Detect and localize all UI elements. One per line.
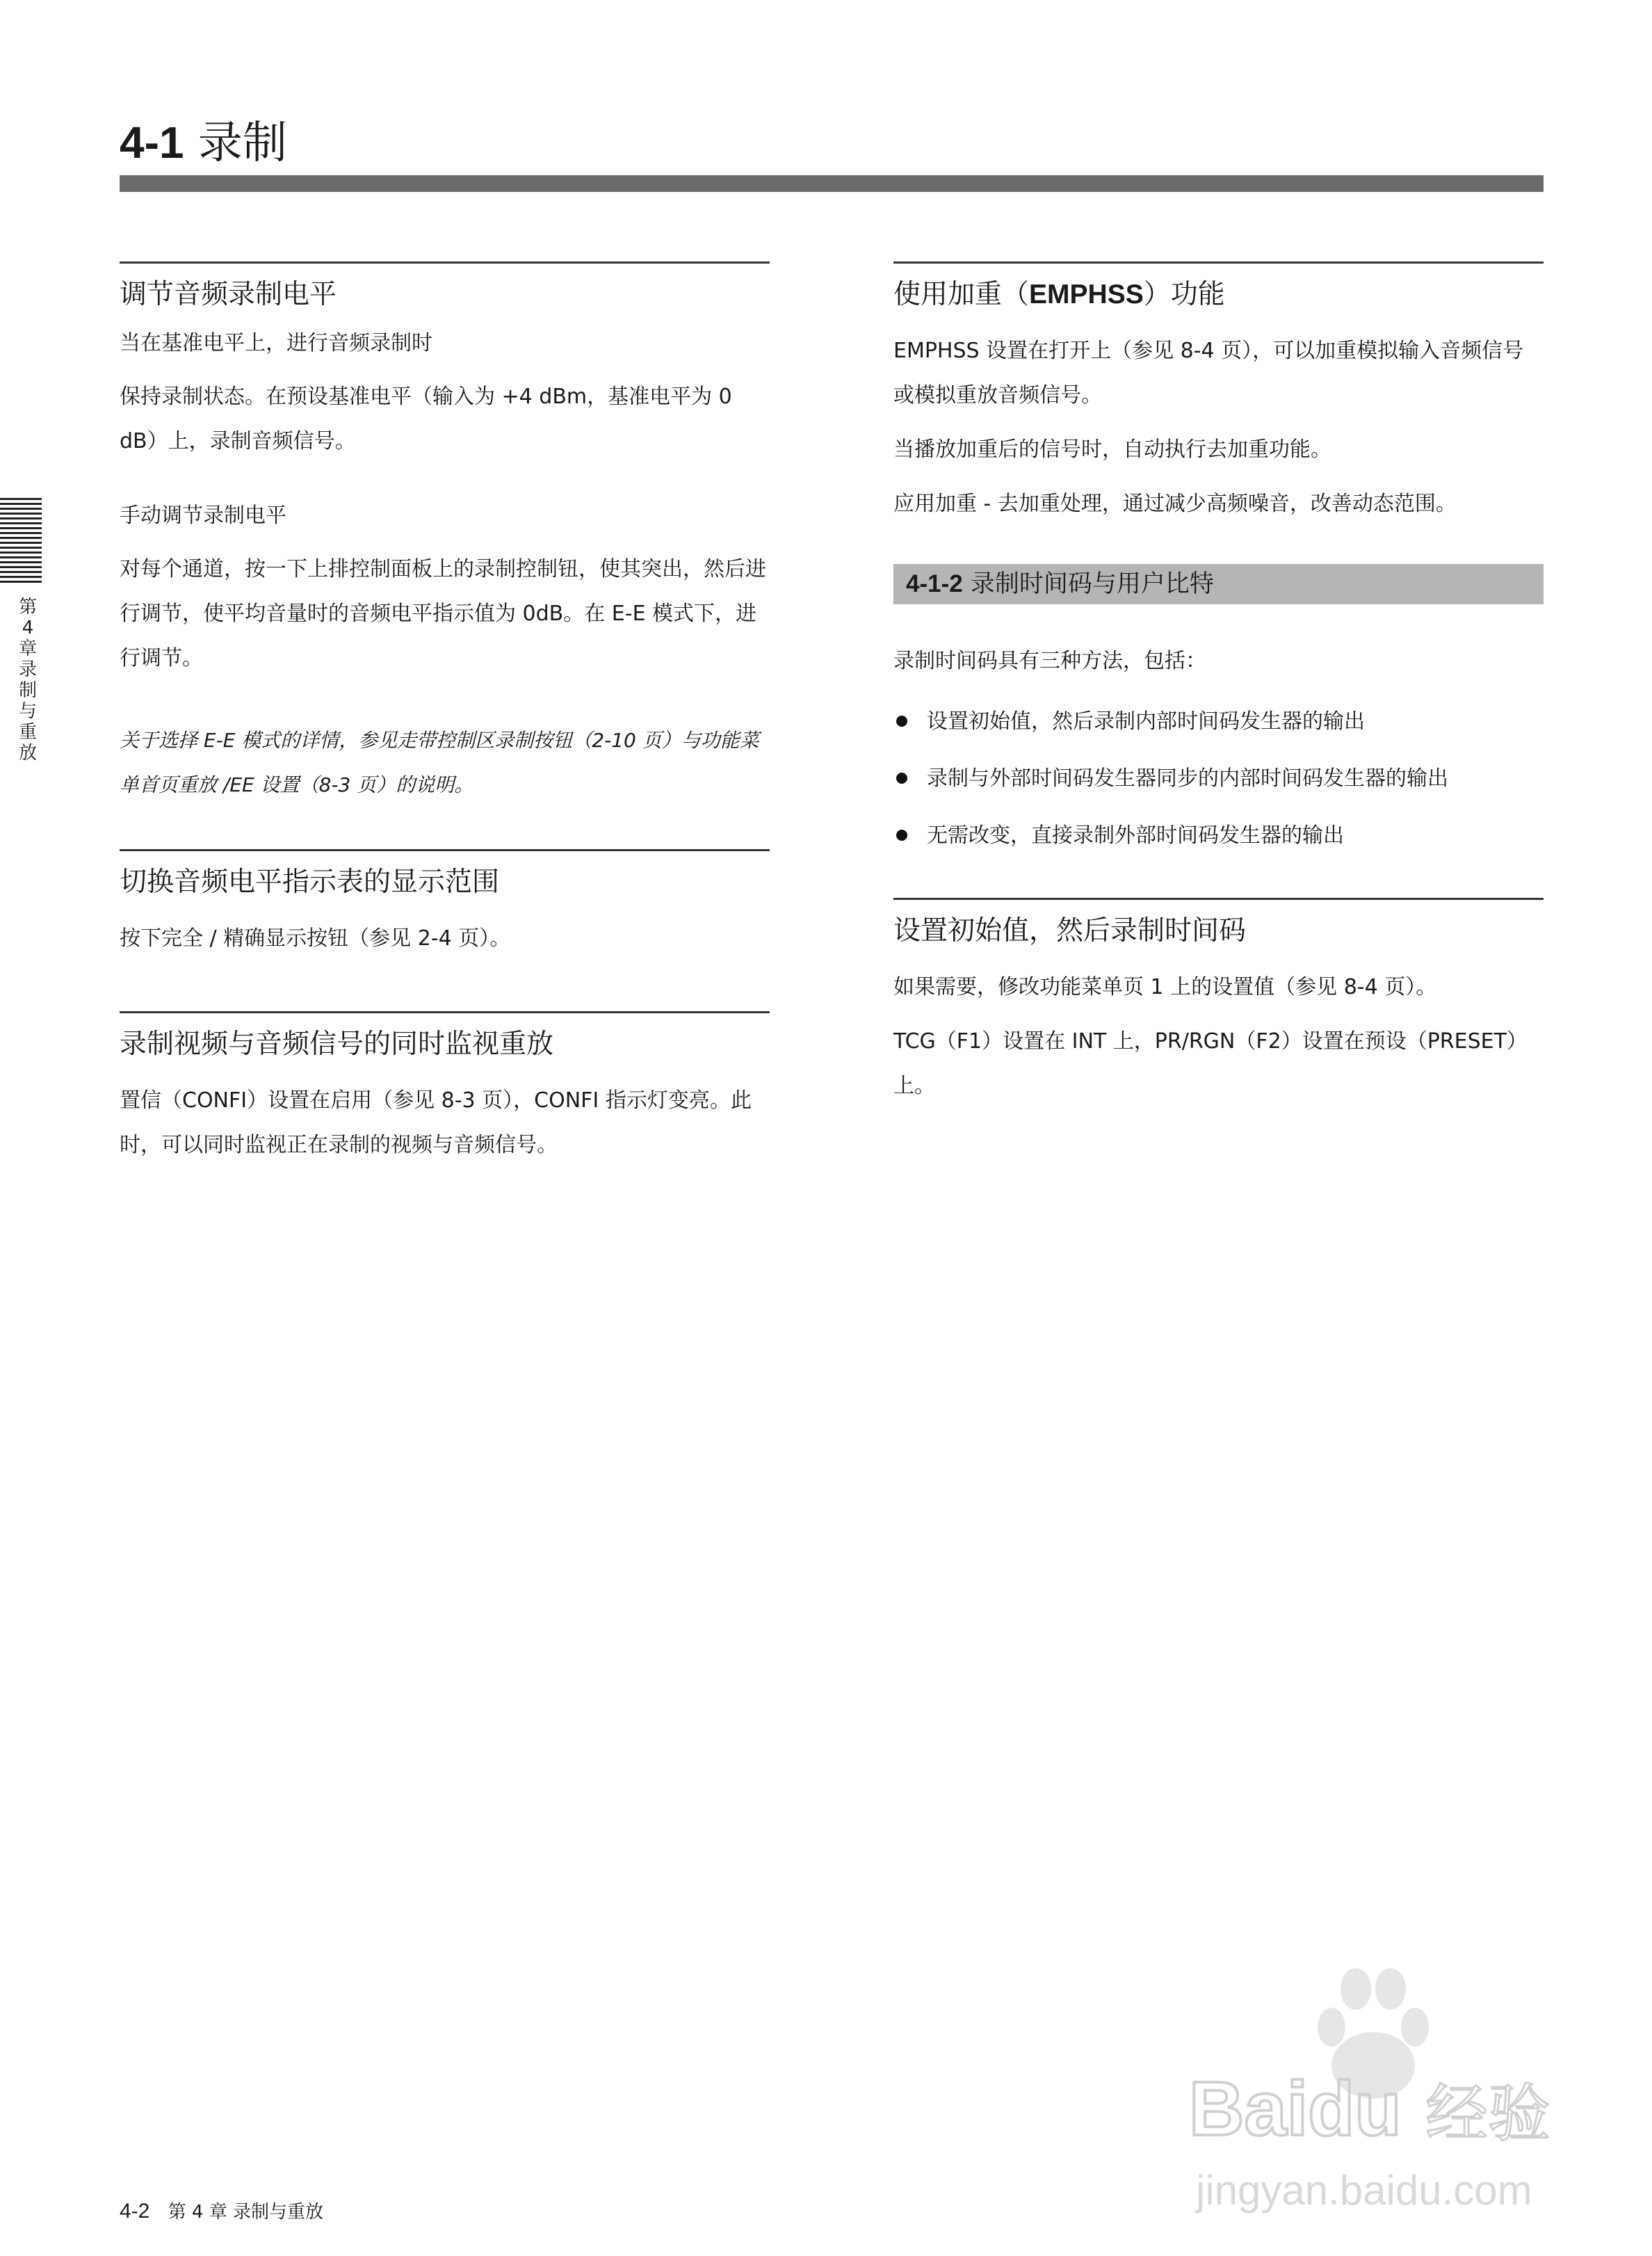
section-number: 4-1 bbox=[120, 118, 184, 168]
page-title bbox=[120, 111, 287, 175]
method-list bbox=[893, 693, 1544, 864]
section-heading: 设置初始值，然后录制时间码 bbox=[893, 915, 1247, 946]
watermark-brand-cn: 经验 bbox=[1425, 2077, 1550, 2150]
paragraph: EMPHSS 设置在打开上（参见 8-4 页），可以加重模拟输入音频信号或模拟重放音频信号。 bbox=[893, 339, 1524, 408]
section-heading: 切换音频电平指示表的显示范围 bbox=[120, 867, 500, 898]
sub-heading: 手动调节录制电平 bbox=[120, 503, 286, 528]
paragraph: 当播放加重后的信号时，自动执行去加重功能。 bbox=[893, 437, 1331, 462]
watermark-url: jingyan.baidu.com bbox=[1196, 2167, 1532, 2214]
paragraph: 应用加重 - 去加重处理，通过减少高频噪音，改善动态范围。 bbox=[893, 492, 1457, 516]
sub-heading: 当在基准电平上，进行音频录制时 bbox=[120, 331, 432, 355]
section-heading bbox=[893, 276, 1544, 314]
heading-part: 使用加重（ bbox=[893, 279, 1030, 310]
paragraph: 录制时间码具有三种方法，包括： bbox=[893, 649, 1206, 673]
heading-bold-term: EMPHSS bbox=[1029, 280, 1144, 309]
section-initial-value bbox=[893, 898, 1544, 1109]
list-item: 无需改变，直接录制外部时间码发生器的输出 bbox=[893, 807, 1544, 864]
page-number: 4-2 bbox=[120, 2200, 150, 2223]
watermark-brand: Baidu bbox=[1189, 2066, 1402, 2152]
paragraph: 如果需要，修改功能菜单页 1 上的设置值（参见 8-4 页）。 bbox=[893, 975, 1437, 999]
chapter-tab-label: 第4章 录制与重放 bbox=[18, 597, 37, 764]
subsection-heading bbox=[893, 564, 1544, 604]
right-column bbox=[893, 261, 1544, 1118]
paragraph: 对每个通道，按一下上排控制面板上的录制控制钮，使其突出，然后进行调节，使平均音量时的音频电平指示值为 0dB。在 E-E 模式下，进行调节。 bbox=[120, 557, 766, 670]
paragraph: TCG（F1）设置在 INT 上，PR/RGN（F2）设置在预设（PRESET）上。 bbox=[893, 1029, 1528, 1098]
section-confidence-playback bbox=[120, 1011, 770, 1168]
chapter-tab-lines bbox=[0, 498, 42, 586]
heading-part: ）功能 bbox=[1143, 279, 1225, 310]
section-title: 录制 bbox=[197, 118, 287, 169]
list-item: 录制与外部时间码发生器同步的内部时间码发生器的输出 bbox=[893, 750, 1544, 807]
italic-note: 关于选择 E-E 模式的详情，参见走带控制区录制按钮（2-10 页）与功能菜单首页重放 /EE 设置（8-3 页）的说明。 bbox=[120, 729, 759, 796]
list-item: 设置初始值，然后录制内部时间码发生器的输出 bbox=[893, 693, 1544, 750]
section-emphasis bbox=[893, 261, 1544, 526]
paragraph: 置信（CONFI）设置在启用（参见 8-3 页），CONFI 指示灯变亮。此时，可以同时监视正在录制的视频与音频信号。 bbox=[120, 1088, 752, 1157]
section-audio-level bbox=[120, 261, 770, 807]
baidu-watermark-logo bbox=[1182, 1961, 1571, 2225]
paragraph: 保持录制状态。在预设基准电平（输入为 +4 dBm，基准电平为 0 dB）上，录制音频信号。 bbox=[120, 385, 732, 453]
subsection-number: 4-1-2 bbox=[906, 570, 963, 597]
page-footer bbox=[120, 2198, 323, 2223]
paragraph: 按下完全 / 精确显示按钮（参见 2-4 页）。 bbox=[120, 926, 511, 951]
left-column bbox=[120, 261, 770, 1177]
section-meter-range bbox=[120, 849, 770, 961]
section-heading: 录制视频与音频信号的同时监视重放 bbox=[120, 1029, 554, 1060]
subsection-title: 录制时间码与用户比特 bbox=[970, 570, 1214, 598]
section-heading: 调节音频录制电平 bbox=[120, 279, 337, 310]
footer-chapter: 第 4 章 录制与重放 bbox=[168, 2202, 323, 2223]
title-divider-bar bbox=[120, 175, 1544, 192]
